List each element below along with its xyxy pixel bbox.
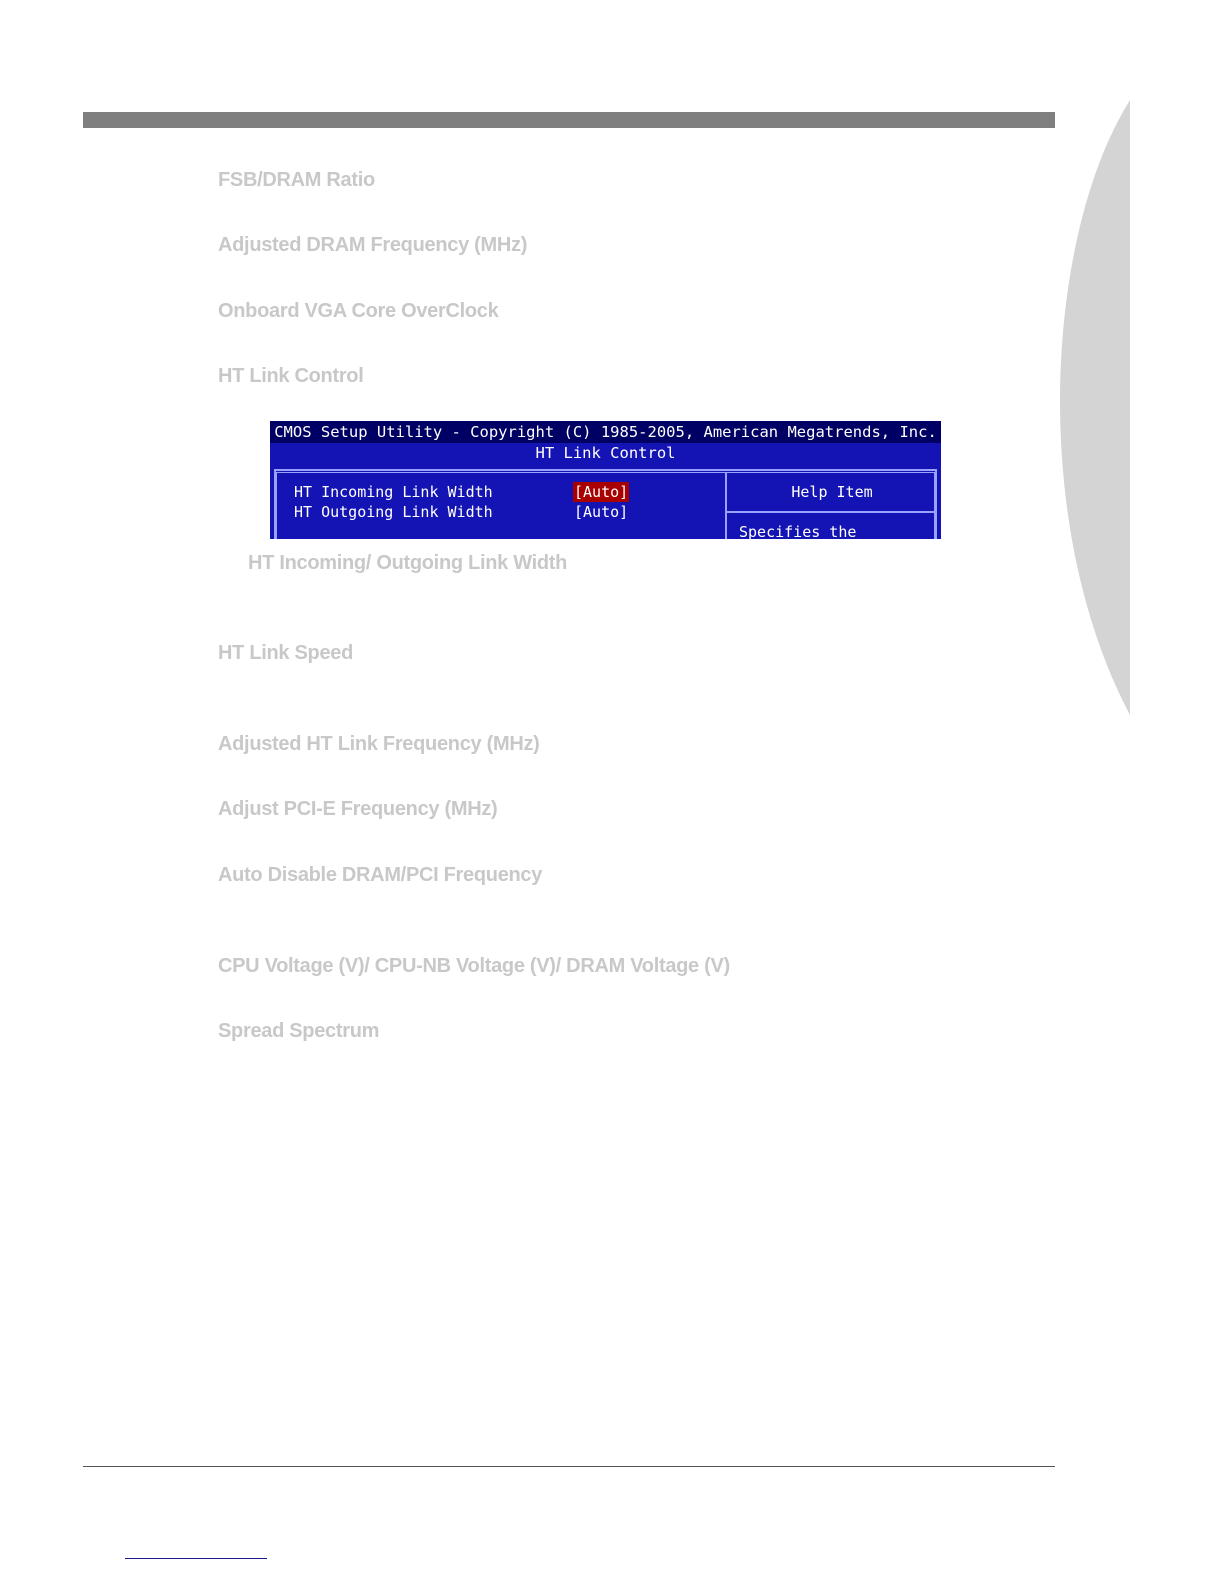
heading-fsb-dram-ratio: FSB/DRAM Ratio bbox=[218, 169, 375, 191]
bios-item-value-selected[interactable]: [Auto] bbox=[574, 483, 629, 501]
help-item-text: Specifies the bbox=[739, 523, 857, 539]
bios-page-title: HT Link Control bbox=[535, 444, 676, 462]
page-number-link[interactable] bbox=[125, 1558, 267, 1559]
heading-ht-incoming-outgoing-link-width: HT Incoming/ Outgoing Link Width bbox=[248, 552, 568, 574]
heading-adjusted-ht-link-frequency: Adjusted HT Link Frequency (MHz) bbox=[218, 733, 540, 755]
heading-adjusted-dram-frequency: Adjusted DRAM Frequency (MHz) bbox=[218, 234, 528, 256]
bios-item-label: HT Outgoing Link Width bbox=[294, 503, 493, 521]
heading-onboard-vga-core-overclock: Onboard VGA Core OverClock bbox=[218, 300, 499, 322]
heading-ht-link-control: HT Link Control bbox=[218, 365, 364, 387]
heading-ht-link-speed: HT Link Speed bbox=[218, 642, 354, 664]
heading-auto-disable-dram-pci-frequency: Auto Disable DRAM/PCI Frequency bbox=[218, 864, 543, 886]
bios-item-value[interactable]: [Auto] bbox=[574, 503, 629, 521]
heading-cpu-voltages: CPU Voltage (V)/ CPU-NB Voltage (V)/ DRAM Voltage (V) bbox=[218, 955, 730, 977]
bios-title-bar: CMOS Setup Utility - Copyright (C) 1985-2005, American Megatrends, Inc. bbox=[270, 421, 941, 443]
heading-spread-spectrum: Spread Spectrum bbox=[218, 1020, 380, 1042]
bios-item-label: HT Incoming Link Width bbox=[294, 483, 493, 501]
heading-adjust-pcie-frequency: Adjust PCI-E Frequency (MHz) bbox=[218, 798, 498, 820]
header-bar bbox=[83, 112, 1055, 128]
help-item-title: Help Item bbox=[791, 483, 873, 501]
chapter-side-tab bbox=[1060, 100, 1130, 715]
help-divider bbox=[727, 511, 937, 513]
bios-screenshot bbox=[270, 421, 941, 539]
footer-rule bbox=[83, 1466, 1055, 1467]
